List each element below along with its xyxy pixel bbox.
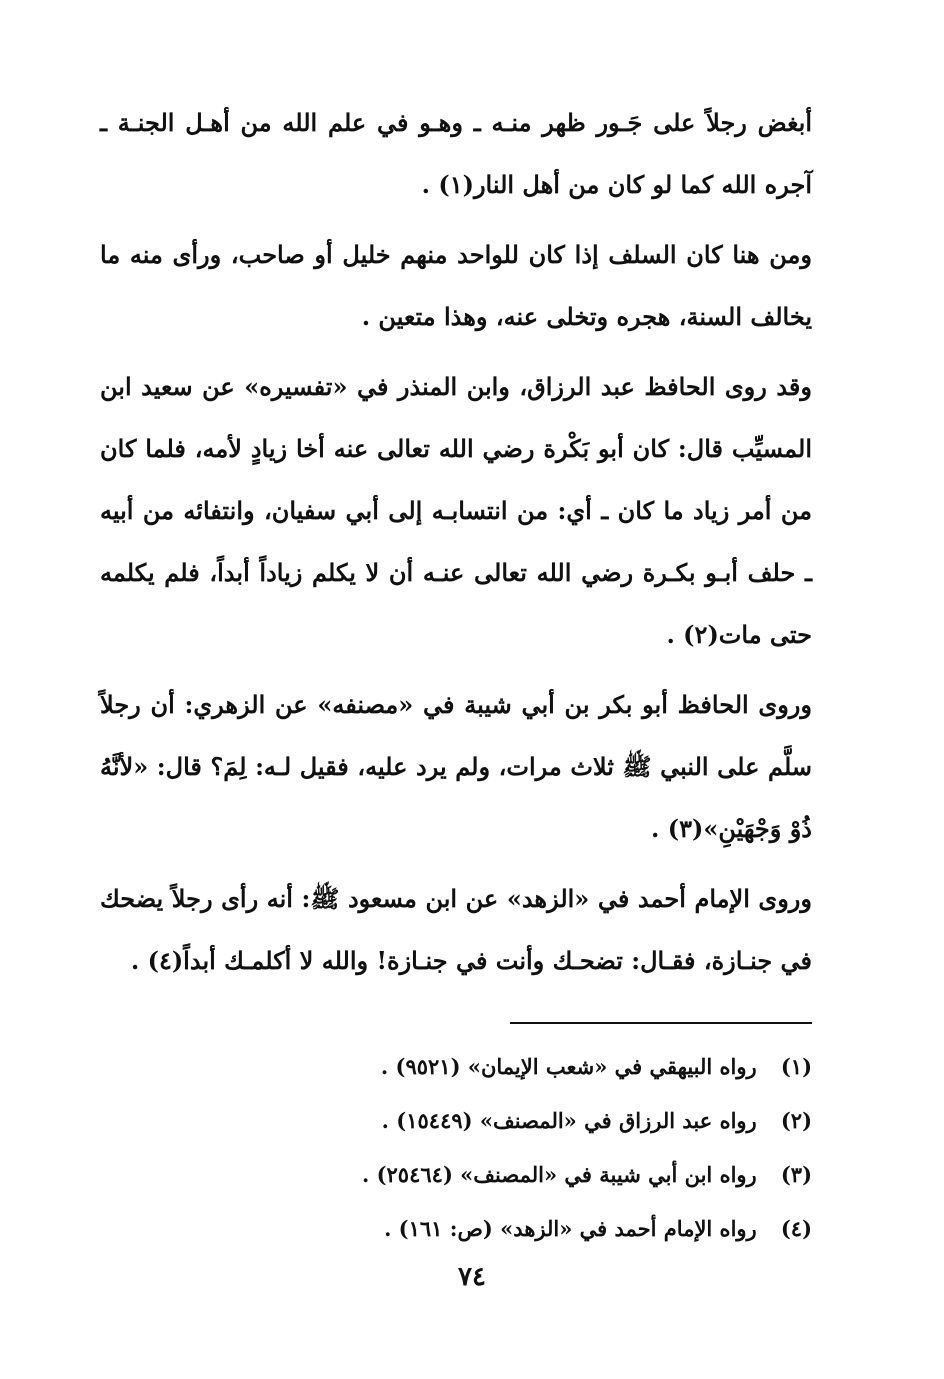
page-body [100, 92, 812, 992]
footnote-4 [212, 1202, 812, 1256]
footnote-text: رواه ابن أبي شيبة في «المصنف» (٢٥٤٦٤) . [361, 1162, 757, 1187]
paragraph-2: ومن هنا كان السلف إذا كان للواحد منهم خليل أو صاحب، ورأى منه ما يخالف السنة، هجره وتخلى عنه، وهذا متعين . [100, 240, 812, 331]
paragraph-1: أبغض رجلاً على جَـور ظهر منـه ـ وهـو في علم الله من أهـل الجنـة ـ آجره الله كما لو كان من أهل النار(١) . [100, 108, 812, 199]
footnote-number: (٢) [780, 1108, 812, 1133]
page-number: ٧٤ [458, 1262, 486, 1292]
footnotes-list [212, 1040, 812, 1256]
footnote-number: (١) [780, 1054, 812, 1079]
footnote-text: رواه عبد الرزاق في «المصنف» (١٥٤٤٩) . [381, 1108, 757, 1133]
footnote-text: رواه البيهقي في «شعب الإيمان» (٩٥٢١) . [380, 1054, 757, 1079]
paragraph-5: وروى الإمام أحمد في «الزهد» عن ابن مسعود ﷺ: أنه رأى رجلاً يضحك في جنـازة، فقـال: تضحـك وأنت في جنـازة! والله لا أكلمـك أبداً(٤) . [100, 884, 812, 975]
paragraph-3: وقد روى الحافظ عبد الرزاق، وابن المنذر في «تفسيره» عن سعيد ابن المسيِّب قال: كان أبو بَكْرة رضي الله تعالى عنه أخا زيادٍ لأمه، فلما كان من أمر زياد ما كان ـ أي: من انتسابـه إلى أبي سفيان، وانتفائه من أبيه ـ حلف أبـو بكـرة رضي الله تعالى عنـه أن لا يكلم زياداً أبداً، فلم يكلمه حتى مات(٢) . [100, 372, 812, 649]
paragraph-4: وروى الحافظ أبو بكر بن أبي شيبة في «مصنفه» عن الزهري: أن رجلاً سلَّم على النبي ﷺ ثلاث مرات، ولم يرد عليه، فقيل لـه: لِمَ؟ قال: «لأنَّهُ ذُوْ وَجْهَيْنِ»(٣) . [100, 690, 812, 843]
footnote-2 [212, 1094, 812, 1148]
footnote-separator [510, 1022, 812, 1024]
footnote-number: (٤) [780, 1216, 812, 1241]
footnote-3 [212, 1148, 812, 1202]
footnote-text: رواه الإمام أحمد في «الزهد» (ص: ١٦١) . [384, 1216, 757, 1241]
footnote-1 [212, 1040, 812, 1094]
footnote-number: (٣) [780, 1162, 812, 1187]
